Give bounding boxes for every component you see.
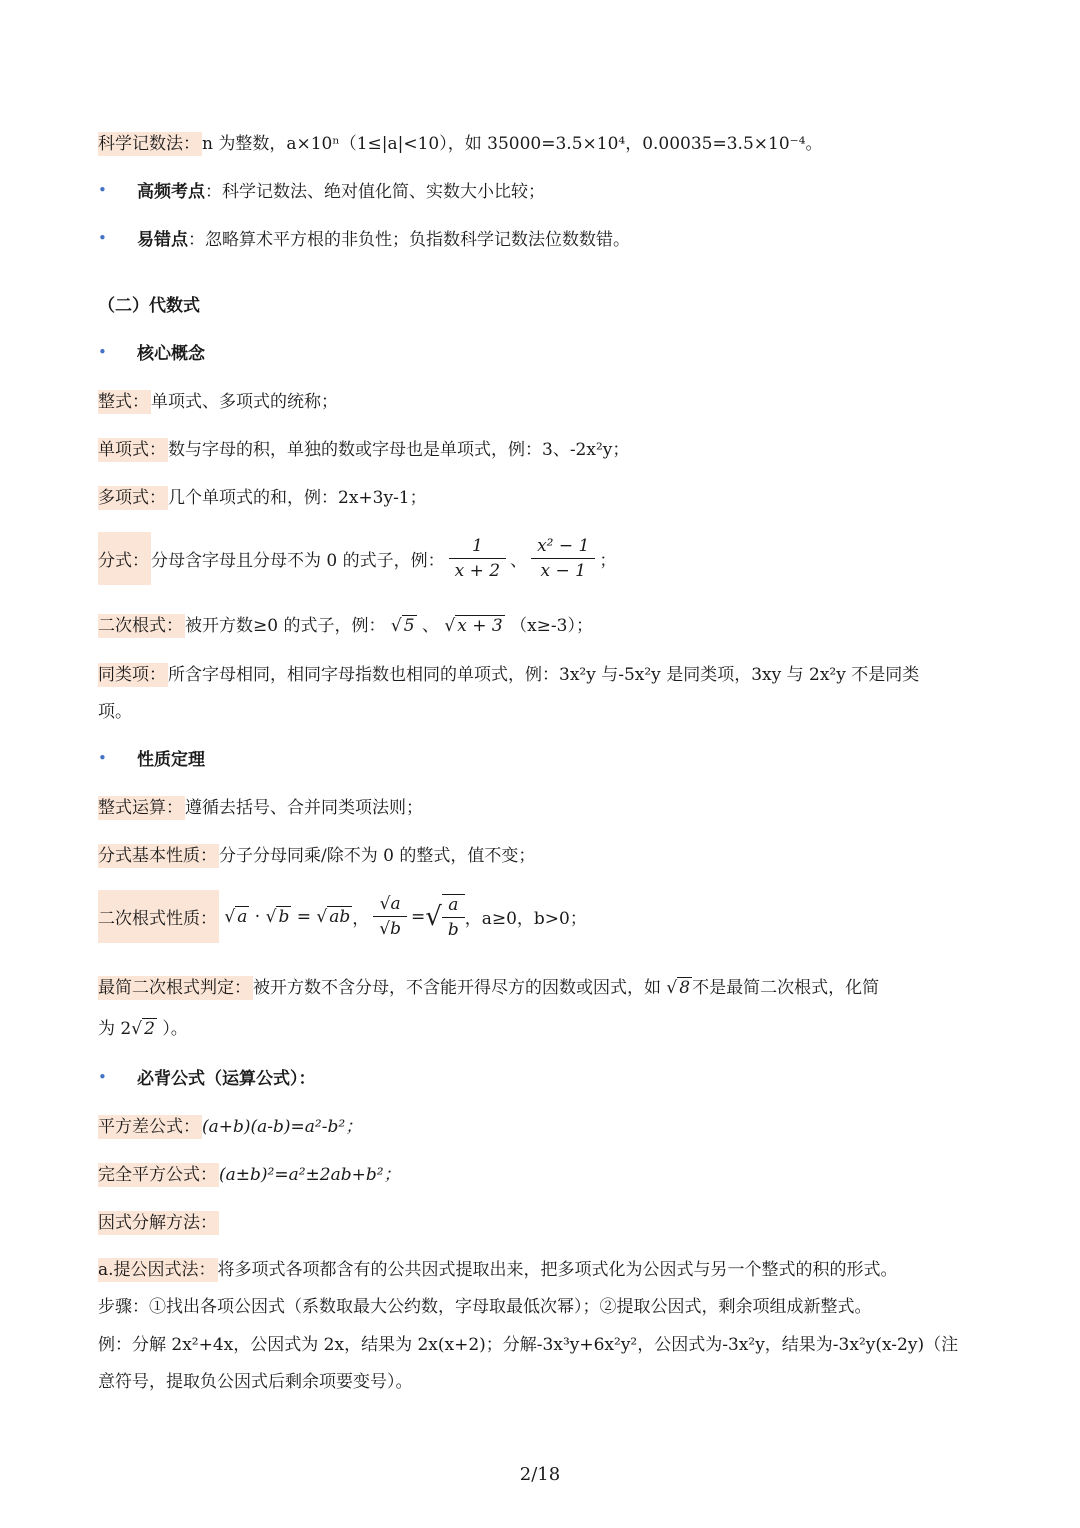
def-tongleixiang — [98, 662, 919, 688]
highlight-label: 分式基本性质： — [98, 846, 217, 866]
highlight-label: 因式分解方法： — [98, 1213, 217, 1233]
prop-text: 遵循去括号、合并同类项法则； — [185, 798, 423, 818]
highlight-label: 多项式： — [98, 488, 166, 508]
formulas-heading: 必背公式（运算公式）： — [137, 1069, 316, 1089]
highlight-label: 科学记数法： — [98, 134, 200, 154]
highlight-label: 完全平方公式： — [98, 1165, 217, 1185]
def-text: 所含字母相同，相同字母指数也相同的单项式，例：3x²y 与-5x²y 是同类项，3xy 与 2x²y 不是同类 — [168, 665, 920, 685]
def-text: 被开方数≥0 的式子，例： — [185, 616, 386, 636]
sqrt-example-1: √ 5 — [390, 616, 415, 636]
prop-zhengshi-yunsuan — [98, 795, 423, 821]
dot-operator: · — [249, 906, 266, 927]
bullet-icon: • — [98, 229, 107, 247]
separator: 、 — [421, 616, 439, 636]
fraction-denominator: √b — [379, 919, 402, 939]
formula-pingfangcha — [98, 1114, 362, 1140]
factorization-methods — [98, 1210, 219, 1236]
sqrt-2: √ 2 — [131, 1019, 155, 1039]
def-text: 单项式、多项式的统称； — [151, 392, 338, 412]
fraction-numerator: 1 — [449, 536, 506, 559]
line-text: n 为整数，a×10ⁿ（1≤|a|<10），如 35000=3.5×10⁴，0.00035=3.5×10⁻⁴。 — [202, 134, 823, 154]
method-text: 将多项式各项都含有的公共因式提取出来，把多项式化为公因式与另一个整式的积的形式。 — [217, 1260, 898, 1280]
highlight-label: 平方差公式： — [98, 1117, 200, 1137]
terminator: ； — [599, 551, 617, 571]
method-example-cont: 意符号，提取负公因式后剩余项要变号）。 — [98, 1372, 413, 1392]
bullet-icon: • — [98, 343, 107, 361]
method-tigong — [98, 1257, 898, 1283]
condition: ，a≥0，b>0； — [464, 909, 587, 929]
prop-zuijian — [98, 975, 879, 1001]
highlight-label: 最简二次根式判定： — [98, 978, 251, 998]
method-example: 例：分解 2x²+4x，公因式为 2x，结果为 2x(x+2)；分解-3x³y+6x²y²，公因式为-3x²y，结果为-3x²y(x-2y)（注 — [98, 1335, 959, 1355]
highlight-label: 整式： — [98, 392, 149, 412]
highlight-label: a.提公因式法： — [98, 1260, 216, 1280]
highlight-label: 分式： — [98, 532, 151, 585]
separator: 、 — [510, 551, 528, 571]
sqrt-ab: √ ab — [316, 906, 351, 927]
fraction-example-2 — [531, 536, 595, 581]
fraction-sqrt-a-over-sqrt-b — [373, 894, 407, 939]
bullet-content: ：科学记数法、绝对值化简、实数大小比较； — [205, 182, 545, 202]
prop-text: 被开方数不含分母，不含能开得尽方的因数或因式，如 — [253, 978, 661, 998]
prop-fenshi-xingzhi — [98, 843, 535, 869]
sqrt-fraction: √ $\frac{a}{b}$ — [425, 894, 464, 940]
fraction-denominator: x − 1 — [540, 561, 586, 581]
bullet-icon: • — [98, 181, 107, 199]
bullet-icon: • — [98, 1068, 107, 1086]
equals-sign: = — [291, 906, 317, 927]
prop-genshi-xingzhi — [98, 890, 587, 943]
bullet-label: 易错点 — [137, 230, 188, 250]
method-steps: 步骤：①找出各项公因式（系数取最大公约数，字母取最低次幂）；②提取公因式，剩余项组成新整式。 — [98, 1297, 872, 1317]
properties-heading: 性质定理 — [137, 750, 205, 770]
prop-text: 不是最简二次根式，化简 — [692, 978, 880, 998]
def-zhengshi — [98, 389, 338, 415]
def-danxiangshi — [98, 437, 629, 463]
highlight-label: 整式运算： — [98, 798, 183, 818]
formula-text: (a+b)(a-b)=a²-b²； — [202, 1117, 363, 1137]
fraction-example-1 — [449, 536, 506, 581]
def-text: 几个单项式的和，例：2x+3y-1； — [168, 488, 427, 508]
highlight-label: 单项式： — [98, 440, 166, 460]
highlight-label: 二次根式性质： — [98, 890, 219, 943]
equals-sign: = — [411, 906, 426, 927]
bullet-content: ：忽略算术平方根的非负性；负指数科学记数法位数数错。 — [188, 230, 630, 250]
page-number: 2/18 — [519, 1464, 561, 1485]
def-tongleixiang-cont: 项。 — [98, 702, 132, 722]
formula-text: (a±b)²=a²±2ab+b²； — [219, 1165, 401, 1185]
sqrt-b: √ b — [265, 906, 290, 927]
bullet-error-prone — [137, 227, 630, 253]
bullet-label: 高频考点 — [137, 182, 205, 202]
fraction-denominator: x + 2 — [454, 561, 501, 581]
sqrt-a: √ a — [219, 906, 248, 927]
sqrt-8: √ 8 — [666, 978, 691, 998]
sqrt-example-2: √ x + 3 — [444, 616, 503, 636]
core-concepts-heading: 核心概念 — [137, 344, 205, 364]
prop-zuijian-cont: 为 2√ 2 ）。 — [98, 1016, 188, 1042]
def-ercigenshi — [98, 613, 593, 639]
highlight-label: 二次根式： — [98, 616, 183, 636]
section-title: （二）代数式 — [98, 296, 200, 316]
def-text: 分母含字母且分母不为 0 的式子，例： — [151, 551, 445, 571]
def-fenshi — [98, 532, 616, 585]
fraction-numerator: x² − 1 — [531, 536, 595, 559]
condition: （x≥-3）； — [510, 616, 593, 636]
def-duoxiangshi — [98, 485, 427, 511]
fraction-numerator: √a — [373, 894, 407, 917]
bullet-high-freq — [137, 179, 545, 205]
def-text: 数与字母的积，单独的数或字母也是单项式，例：3、-2x²y； — [168, 440, 630, 460]
formula-wanquan — [98, 1162, 401, 1188]
prop-text: 分子分母同乘/除不为 0 的整式，值不变； — [219, 846, 536, 866]
sci-notation-line — [98, 131, 822, 157]
highlight-label: 同类项： — [98, 665, 166, 685]
bullet-icon: • — [98, 749, 107, 767]
comma: ， — [352, 909, 370, 929]
